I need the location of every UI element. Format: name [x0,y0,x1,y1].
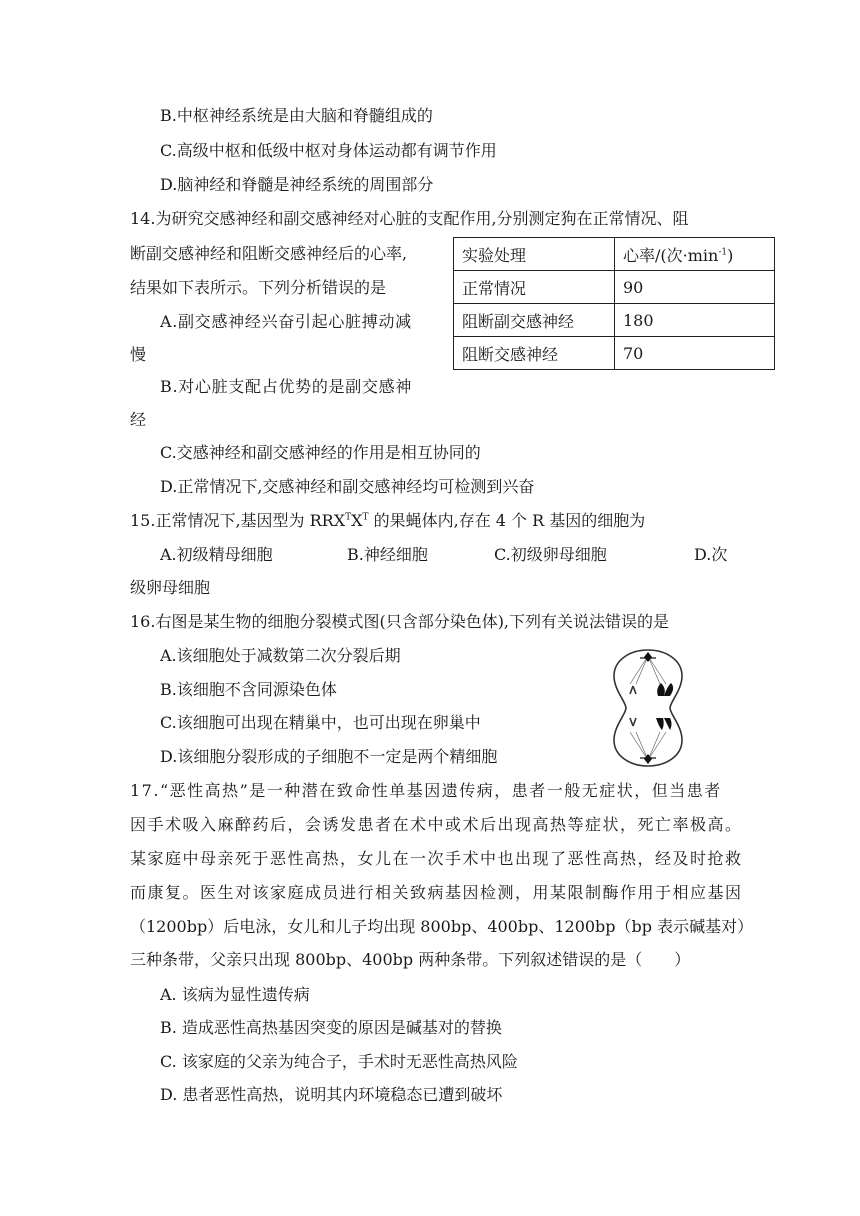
cell-membrane [614,650,682,766]
row-treatment: 阻断副交感神经 [454,304,615,337]
q14-option-a-cont: 慢 [130,345,147,364]
header-rate-text: 心率/(次·min [623,245,719,265]
q17-paragraph-line-3: 某家庭中母亲死于恶性高热，女儿在一次手术中也出现了恶性高热，经及时抢救 [130,849,743,868]
q14-stem-line-1: 14.为研究交感神经和副交感神经对心脏的支配作用,分别测定狗在正常情况、阻 [130,209,689,228]
q17-option-a: A. 该病为显性遗传病 [160,985,310,1004]
table-header-row [454,238,775,271]
q14-option-d: D.正常情况下,交感神经和副交感神经均可检测到兴奋 [160,477,535,496]
header-rate-exponent: -1 [718,247,728,258]
q14-option-b: B.对心脏支配占优势的是副交感神 [160,377,413,396]
q17-paragraph-line-5: （1200bp）后电泳，女儿和儿子均出现 800bp、400bp、1200bp（bp 表示碱基对） [130,917,754,936]
q15-option-d-cont: 级卵母细胞 [130,578,211,597]
row-treatment: 正常情况 [454,271,615,304]
q16-stem: 16.右图是某生物的细胞分裂模式图(只含部分染色体),下列有关说法错误的是 [130,612,670,631]
header-treatment: 实验处理 [454,238,615,271]
q17-paragraph-line-2: 因手术吸入麻醉药后，会诱发患者在术中或术后出现高热等症状，死亡率极高。 [130,815,743,834]
q14-option-b-cont: 经 [130,410,147,429]
q15-option-d: D.次 [694,545,728,564]
table-row [454,304,775,337]
q15-stem-end: 的果蝇体内,存在 4 个 R 基因的细胞为 [368,511,646,530]
q14-option-c: C.交感神经和副交感神经的作用是相互协同的 [160,443,481,462]
heart-rate-table [453,237,775,370]
q15-stem-x: X [351,511,363,530]
q17-option-d: D. 患者恶性高热，说明其内环境稳态已遭到破坏 [160,1085,503,1104]
q14-option-a: A.副交感神经兴奋引起心脏搏动减 [160,312,412,331]
q14-stem-line-3: 结果如下表所示。下列分析错误的是 [130,278,387,297]
q16-option-a: A.该细胞处于减数第二次分裂后期 [160,646,401,665]
chromosomes-upper [630,683,673,696]
q13-option-b: B.中枢神经系统是由大脑和脊髓组成的 [160,106,433,125]
cell-division-figure [608,646,688,770]
q15-stem [130,511,645,531]
q17-paragraph-line-1: 17.“恶性高热”是一种潜在致命性单基因遗传病，患者一般无症状，但当患者 [130,781,722,800]
q15-option-b: B.神经细胞 [347,545,428,564]
spindle-fibers [630,656,666,760]
q16-option-b: B.该细胞不含同源染色体 [160,680,337,699]
q13-option-d: D.脑神经和脊髓是神经系统的周围部分 [160,175,434,194]
q16-option-d: D.该细胞分裂形成的子细胞不一定是两个精细胞 [160,747,498,766]
q17-paragraph-line-4: 而康复。医生对该家庭成员进行相关致病基因检测，用某限制酶作用于相应基因 [130,883,743,902]
row-treatment: 阻断交感神经 [454,337,615,370]
header-rate [615,238,775,271]
row-rate: 90 [615,271,775,304]
row-rate: 70 [615,337,775,370]
q13-option-c: C.高级中枢和低级中枢对身体运动都有调节作用 [160,141,497,160]
table-row [454,337,775,370]
q17-option-b: B. 造成恶性高热基因突变的原因是碱基对的替换 [160,1018,502,1037]
table-row [454,271,775,304]
q15-sup-1: T [345,512,352,523]
q15-option-a: A.初级精母细胞 [160,545,273,564]
q17-option-c: C. 该家庭的父亲为纯合子，手术时无恶性高热风险 [160,1052,518,1071]
q17-paragraph-line-6: 三种条带，父亲只出现 800bp、400bp 两种条带。下列叙述错误的是（ ） [130,950,691,969]
row-rate: 180 [615,304,775,337]
q14-stem-line-2: 断副交感神经和阻断交感神经后的心率, [130,244,408,263]
centrosome-top [640,652,656,662]
q15-stem-start: 15.正常情况下,基因型为 RRX [130,511,346,530]
q16-option-c: C.该细胞可出现在精巢中，也可出现在卵巢中 [160,713,481,732]
q15-option-c: C.初级卵母细胞 [494,545,607,564]
chromosomes-lower [630,718,672,730]
centrosome-bottom [640,754,656,764]
q15-sup-2: T [362,512,369,523]
header-rate-close: ) [727,245,734,265]
